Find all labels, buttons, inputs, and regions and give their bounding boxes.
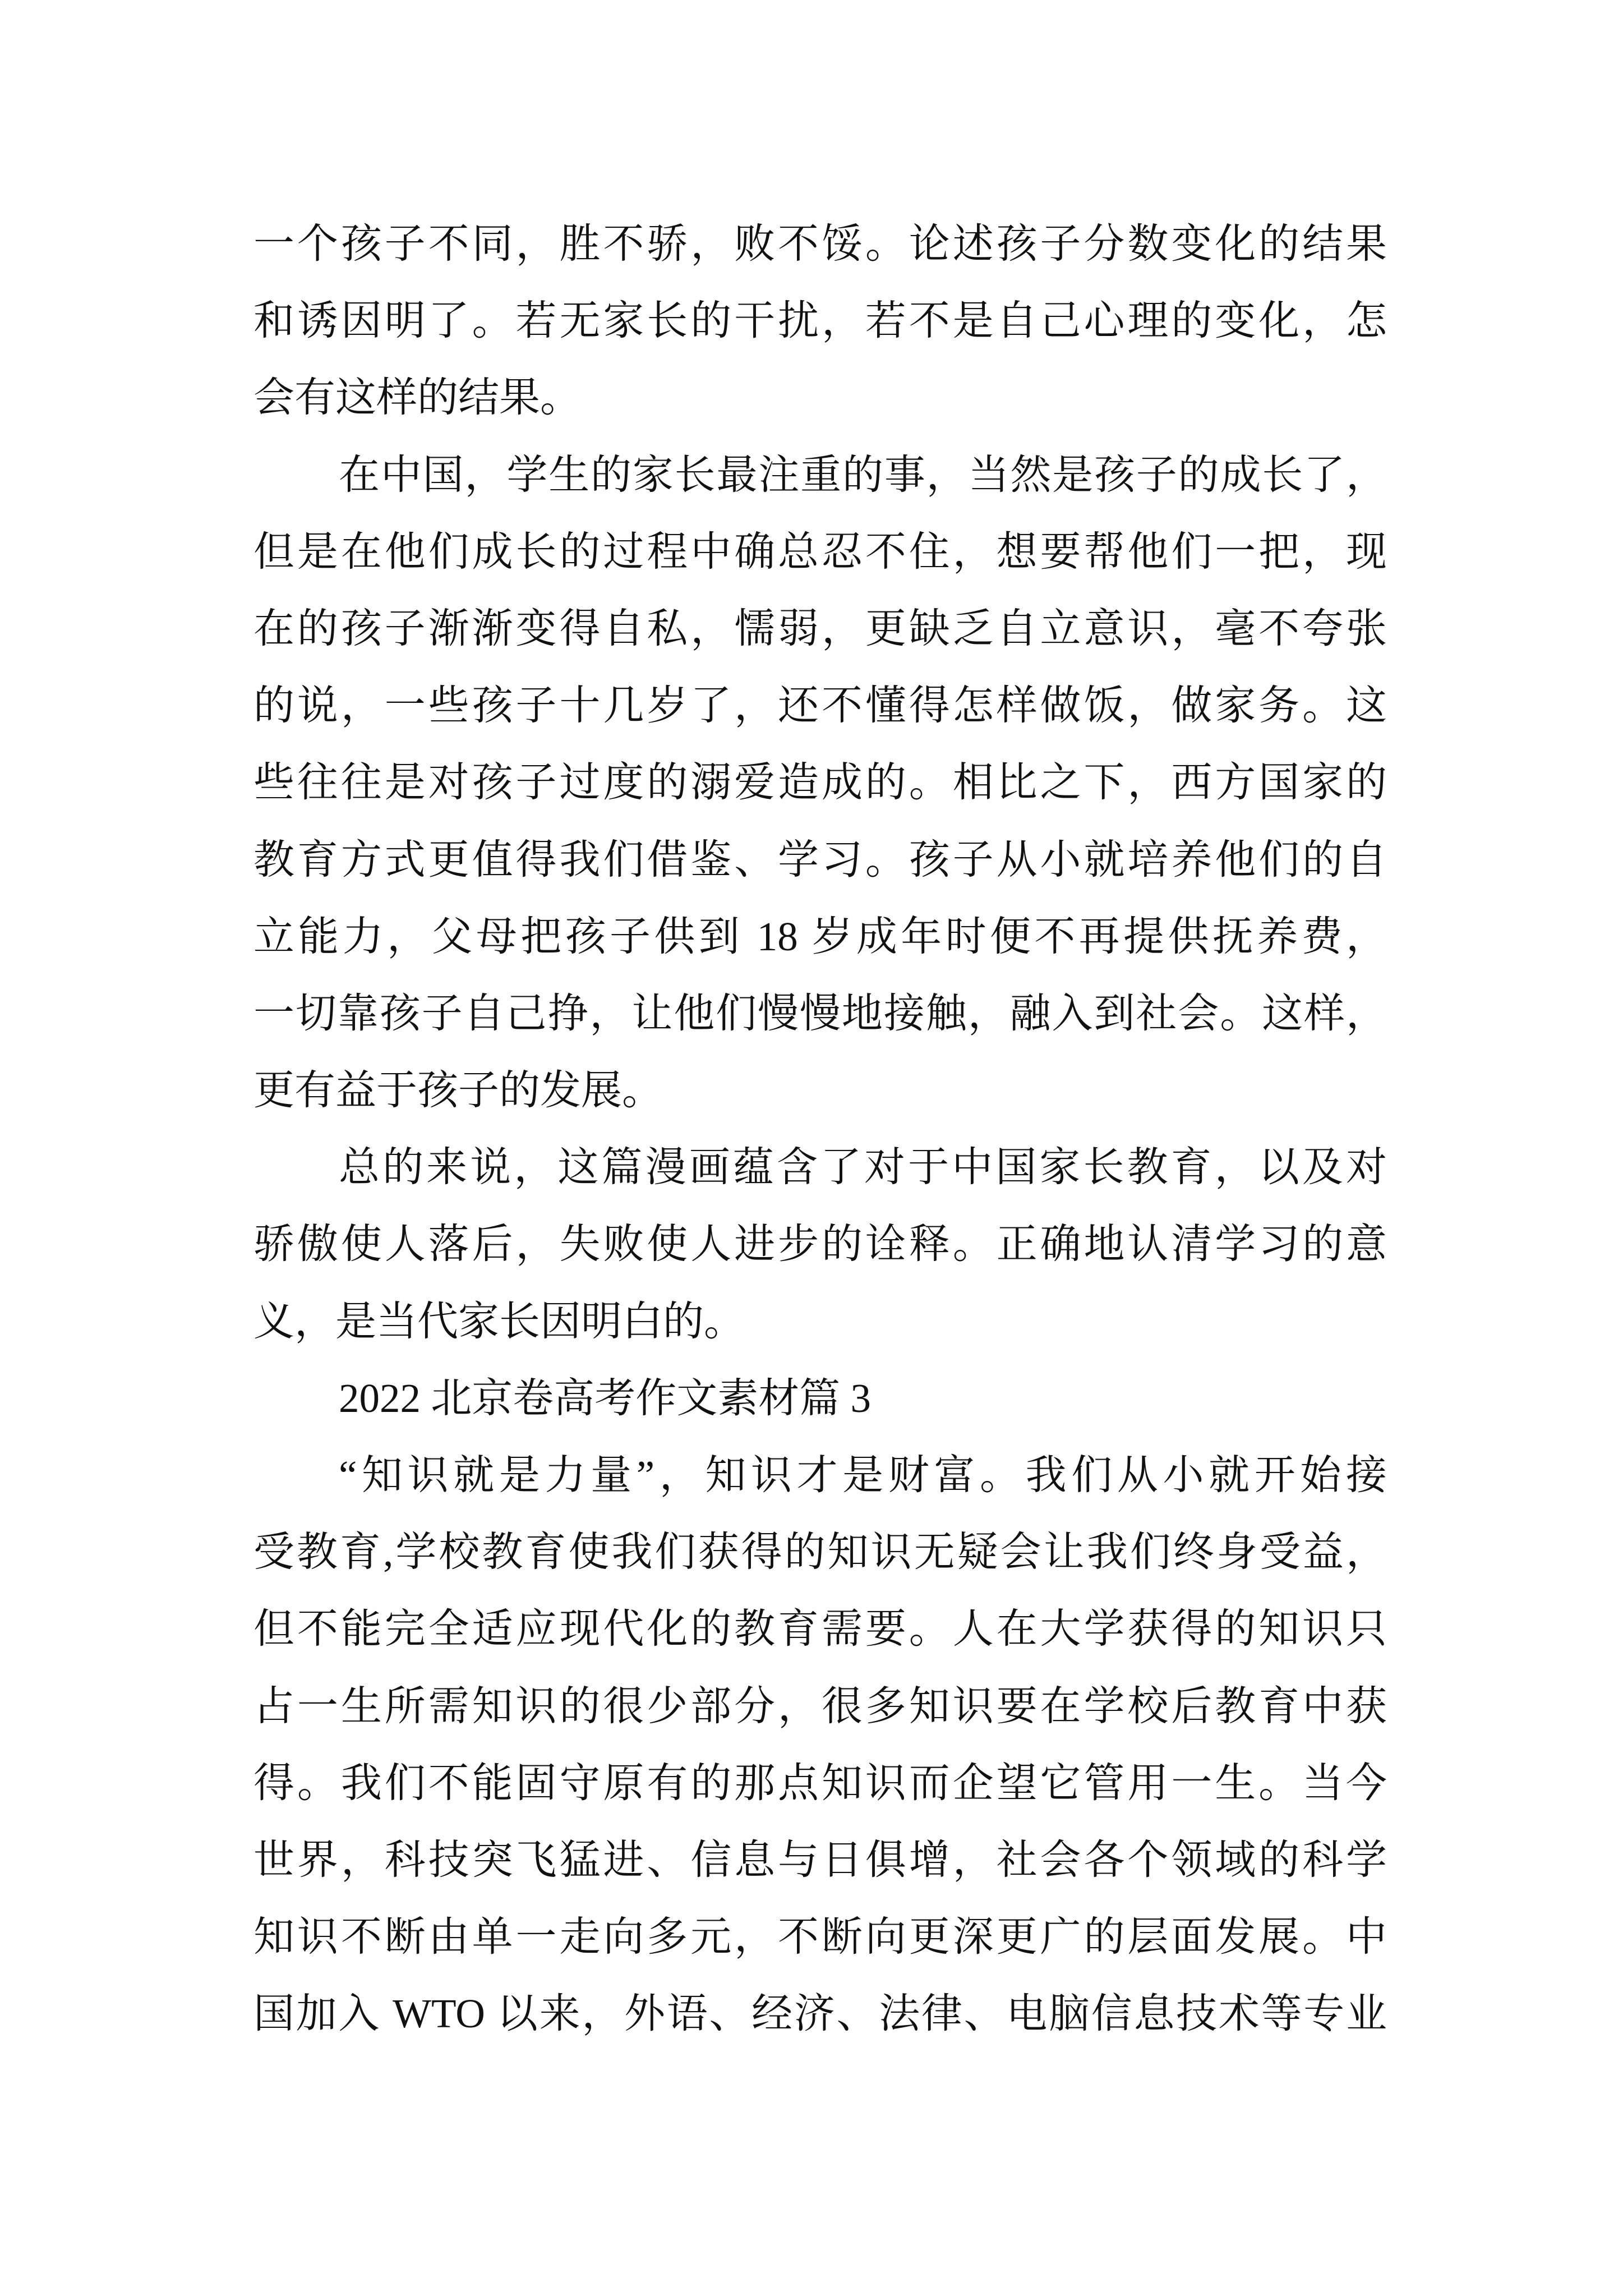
text-line: “知识就是力量”，知识才是财富。我们从小就开始接 xyxy=(339,1452,1387,1498)
text-line: 更有益于孩子的发展。 xyxy=(253,1068,663,1114)
text-line: 会有这样的结果。 xyxy=(253,375,581,421)
text-line: 占一生所需知识的很少部分，很多知识要在学校后教育中获 xyxy=(253,1683,1387,1729)
text-line: 但是在他们成长的过程中确总忍不住，想要帮他们一把，现 xyxy=(253,528,1387,574)
paragraph xyxy=(253,1129,1387,1360)
text-line: 受教育,学校教育使我们获得的知识无疑会让我们终身受益， xyxy=(253,1529,1387,1575)
text-line: 世界，科技突飞猛进、信息与日俱增，社会各个领域的科学 xyxy=(253,1837,1387,1883)
text-line: 和诱因明了。若无家长的干扰，若不是自己心理的变化，怎 xyxy=(253,298,1387,344)
text-line: 立能力，父母把孩子供到 18 岁成年时便不再提供抚养费， xyxy=(253,913,1387,959)
text-line: 得。我们不能固守原有的那点知识而企望它管用一生。当今 xyxy=(253,1760,1387,1806)
text-line: 一个孩子不同，胜不骄，败不馁。论述孩子分数变化的结果 xyxy=(253,221,1387,266)
paragraph xyxy=(253,205,1387,436)
paragraph xyxy=(253,436,1387,1129)
text-line: 知识不断由单一走向多元，不断向更深更广的层面发展。中 xyxy=(253,1914,1387,1960)
text-line: 义，是当代家长因明白的。 xyxy=(253,1298,745,1344)
text-line: 骄傲使人落后，失败使人进步的诠释。正确地认清学习的意 xyxy=(253,1221,1387,1267)
paragraph xyxy=(253,1437,1387,2053)
text-line: 在的孩子渐渐变得自私，懦弱，更缺乏自立意识，毫不夸张 xyxy=(253,605,1387,651)
text-line: 在中国，学生的家长最注重的事，当然是孩子的成长了， xyxy=(339,452,1387,498)
text-line: 教育方式更值得我们借鉴、学习。孩子从小就培养他们的自 xyxy=(253,836,1387,882)
text-line: 些往往是对孩子过度的溺爱造成的。相比之下，西方国家的 xyxy=(253,760,1387,806)
text-line: 但不能完全适应现代化的教育需要。人在大学获得的知识只 xyxy=(253,1606,1387,1652)
text-line: 国加入 WTO 以来，外语、经济、法律、电脑信息技术等专业 xyxy=(253,1991,1387,2037)
text-line: 一切靠孩子自己挣，让他们慢慢地接触，融入到社会。这样， xyxy=(253,990,1387,1036)
document-body xyxy=(253,205,1387,2053)
text-line: 的说，一些孩子十几岁了，还不懂得怎样做饭，做家务。这 xyxy=(253,683,1387,729)
section-heading: 2022 北京卷高考作文素材篇 3 xyxy=(339,1375,871,1421)
text-line: 总的来说，这篇漫画蕴含了对于中国家长教育，以及对 xyxy=(339,1144,1387,1190)
